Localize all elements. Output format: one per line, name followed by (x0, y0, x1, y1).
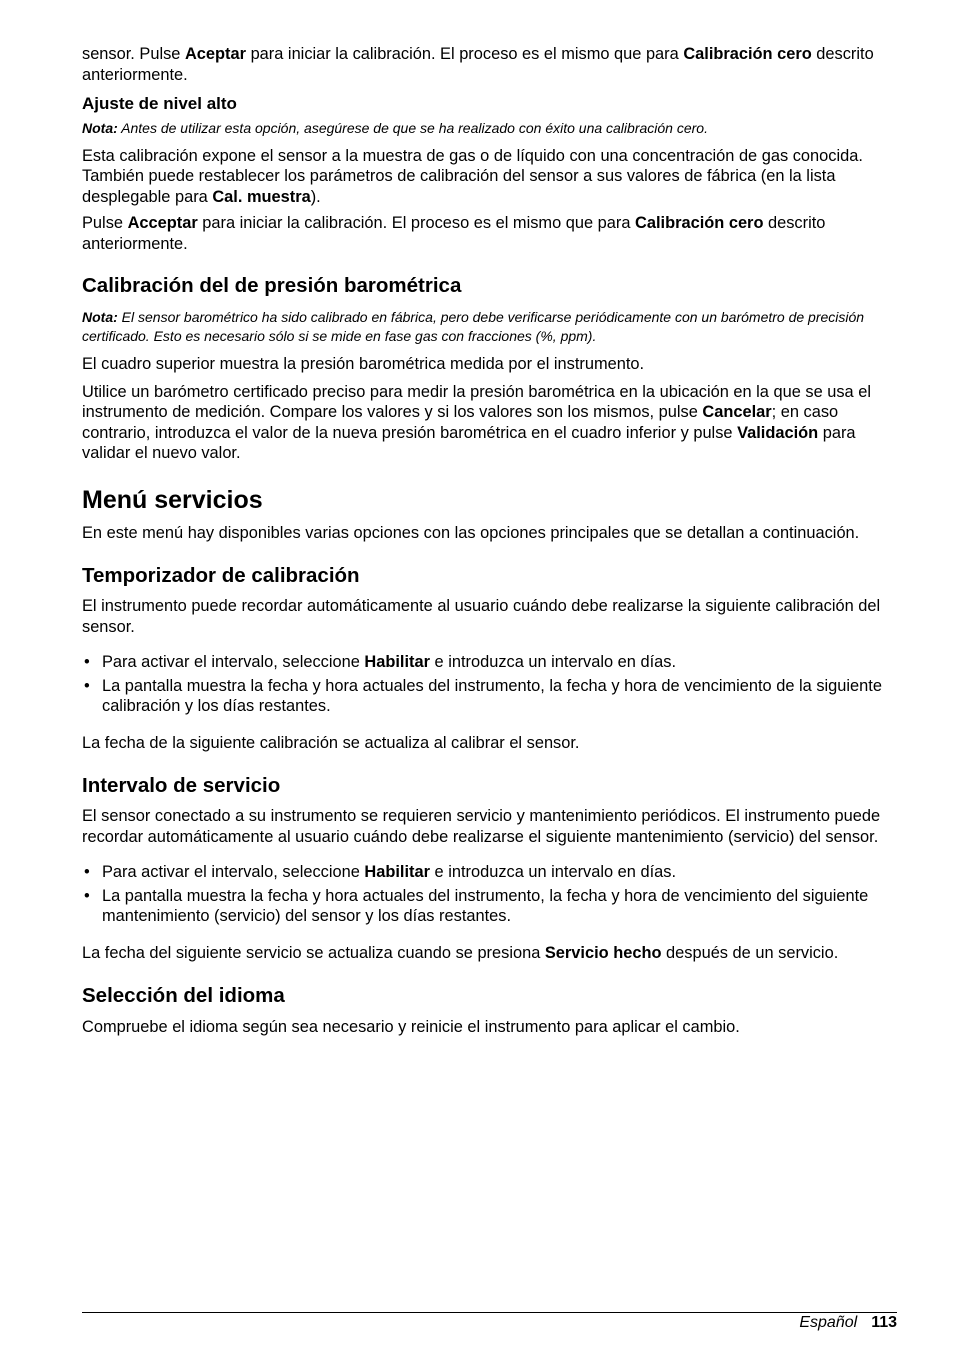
text: Pulse (82, 214, 128, 232)
text: e introduzca un intervalo en días. (429, 653, 676, 671)
bold-term: Servicio hecho (544, 943, 662, 962)
note-label: Nota: (82, 309, 118, 325)
footer-language: Español (799, 1314, 858, 1331)
section-heading-barometrica: Calibración del de presión barométrica (82, 274, 462, 297)
bullet-list (82, 862, 897, 927)
bold-term: Aceptar (184, 45, 247, 63)
text: Para activar el intervalo, seleccione (102, 863, 365, 881)
paragraph: El instrumento puede recordar automáticamente al usuario cuándo debe realizarse la siguiente calibración del sensor. (82, 597, 881, 636)
list-item (82, 676, 897, 717)
subheading-ajuste: Ajuste de nivel alto (82, 94, 237, 113)
text: Esta calibración expone el sensor a la muestra de gas o de líquido con una concentración de gas conocida. También puede restablecer los parámetros de calibración del sensor a sus valores de fábrica (en la lista desplegable para (82, 146, 863, 206)
text: ). (310, 187, 321, 206)
text: La pantalla muestra la fecha y hora actuales del instrumento, la fecha y hora de vencimiento del siguiente mantenimiento (servicio) del sensor y los días restantes. (102, 886, 869, 925)
text: sensor. Pulse (82, 45, 185, 63)
note-text: Antes de utilizar esta opción, asegúrese de que se ha realizado con éxito una calibración cero. (117, 120, 708, 136)
bold-term: Acceptar (127, 214, 198, 232)
bold-term: Validación (737, 423, 819, 442)
paragraph: Compruebe el idioma según sea necesario y reinicie el instrumento para aplicar el cambio. (82, 1018, 740, 1036)
bullet-list (82, 652, 897, 717)
text: descrito anteriormente. (82, 45, 874, 84)
text: para validar el nuevo valor. (82, 423, 856, 462)
paragraph: El cuadro superior muestra la presión barométrica medida por el instrumento. (82, 355, 645, 373)
text: para iniciar la calibración. El proceso es el mismo que para (197, 214, 636, 232)
paragraph: En este menú hay disponibles varias opciones con las opciones principales que se detallan a continuación. (82, 523, 860, 542)
section-heading-intervalo: Intervalo de servicio (82, 774, 281, 797)
list-item (82, 886, 897, 927)
note (82, 119, 897, 138)
page-content (82, 44, 897, 1038)
page-number: 113 (871, 1314, 897, 1331)
bold-term: Cal. muestra (212, 187, 311, 206)
list-item (82, 862, 897, 883)
bullet-icon: • (84, 676, 90, 695)
text: Utilice un barómetro certificado preciso para medir la presión barométrica en la ubicación en la que se usa el instrumento de medición. Compare los valores y si los valores son los mismos, pulse (82, 382, 871, 421)
note-label: Nota: (82, 120, 118, 136)
paragraph (82, 382, 897, 464)
text: después de un servicio. (661, 943, 839, 962)
page-footer (799, 1313, 897, 1333)
bold-term: Calibración cero (635, 214, 764, 232)
text: La fecha del siguiente servicio se actualiza cuando se presiona (82, 943, 545, 962)
paragraph (82, 943, 897, 964)
chapter-heading-servicios: Menú servicios (82, 485, 263, 514)
note-text: El sensor barométrico ha sido calibrado en fábrica, pero debe verificarse periódicamente con un barómetro de precisión certificado. Esto es necesario sólo si se mide en fase gas con fracciones (%, ppm). (82, 309, 865, 344)
text: La pantalla muestra la fecha y hora actuales del instrumento, la fecha y hora de vencimiento de la siguiente calibración y los días restantes. (102, 676, 882, 715)
intro-paragraph (82, 44, 897, 85)
text: para iniciar la calibración. El proceso es el mismo que para (246, 45, 684, 63)
bold-term: Cancelar (702, 403, 772, 421)
bold-term: Calibración cero (683, 45, 812, 63)
paragraph: El sensor conectado a su instrumento se requieren servicio y mantenimiento periódicos. El instrumento puede recordar automáticamente al usuario cuándo debe realizarse el siguiente mantenimiento (servicio) del sensor. (82, 807, 881, 846)
bullet-icon: • (84, 863, 90, 881)
text: ; en caso contrario, introduzca el valor de la nueva presión barométrica en el cuadro inferior y pulse (82, 403, 839, 442)
text: descrito anteriormente. (82, 214, 826, 253)
section-heading-idioma: Selección del idioma (82, 984, 285, 1007)
list-item (82, 652, 897, 673)
paragraph (82, 213, 897, 254)
bullet-icon: • (84, 653, 90, 671)
footer-divider (82, 1312, 897, 1313)
bullet-icon: • (84, 886, 90, 905)
paragraph: La fecha de la siguiente calibración se actualiza al calibrar el sensor. (82, 733, 580, 752)
note (82, 308, 897, 345)
section-heading-temporizador: Temporizador de calibración (82, 564, 360, 587)
text: e introduzca un intervalo en días. (429, 863, 676, 881)
text: Para activar el intervalo, seleccione (102, 653, 365, 671)
bold-term: Habilitar (364, 863, 430, 881)
bold-term: Habilitar (364, 653, 430, 671)
paragraph (82, 146, 897, 208)
